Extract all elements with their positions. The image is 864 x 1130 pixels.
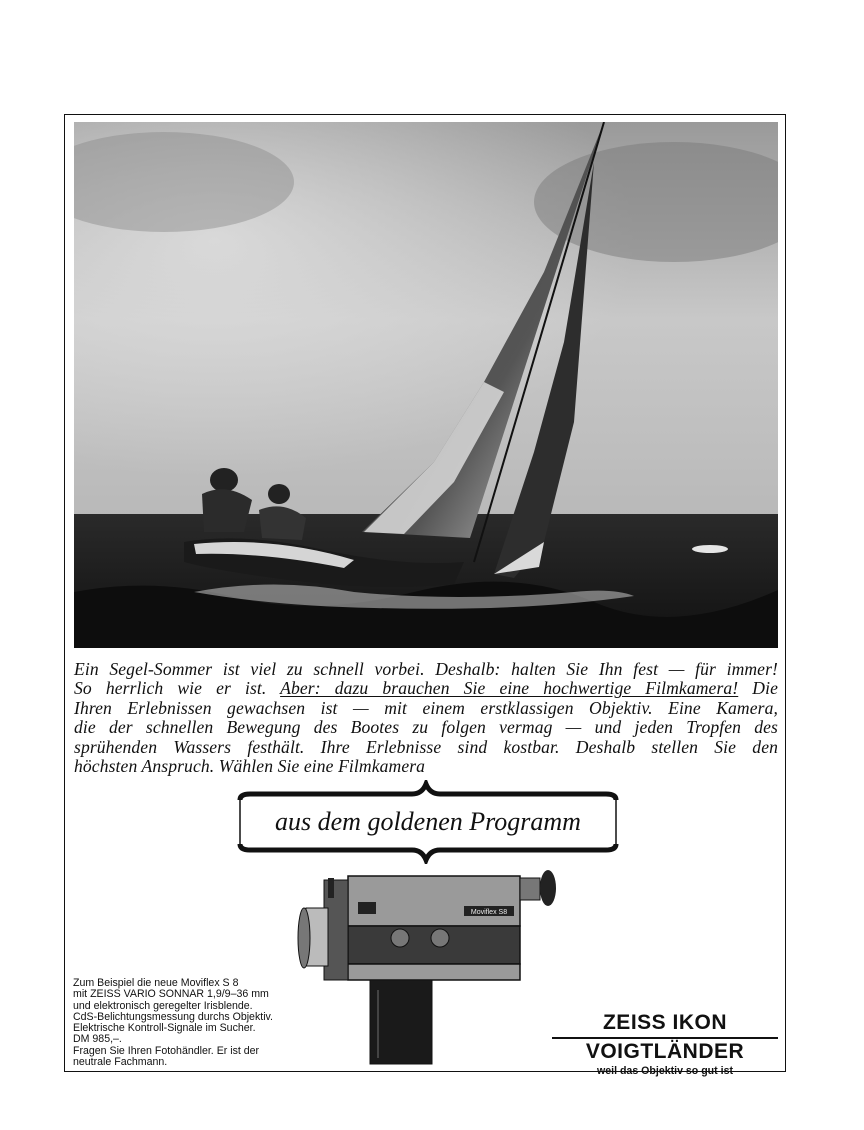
body-line-3: Ihren Erlebnissen gewachsen ist — mit einem erstklassigen Objektiv. Eine Kamera, xyxy=(74,697,778,718)
body-line-2-start: So herrlich wie er ist. xyxy=(74,678,281,699)
body-line-1: Ein Segel-Sommer ist viel zu schnell vorbei. Deshalb: halten Sie Ihn fest — für immer! xyxy=(74,659,778,679)
body-line-5: sprühenden Wassers festhält. Ihre Erlebnisse sind kostbar. Deshalb stellen Sie den xyxy=(74,736,778,757)
banner-text: aus dem goldenen Programm xyxy=(275,807,581,836)
brand-logo-block xyxy=(552,1010,778,1079)
body-line-2-underlined: Aber: dazu brauchen Sie eine hochwertige Filmkamera! xyxy=(280,678,739,699)
caption-line: CdS-Belichtungsmessung durchs Objektiv. xyxy=(73,1010,273,1023)
caption-line: Fragen Sie Ihren Fotohändler. Er ist der xyxy=(73,1044,260,1057)
brand-divider xyxy=(552,1037,778,1039)
caption-line: mit ZEISS VARIO SONNAR 1,9/9–36 mm xyxy=(73,988,269,1001)
brand-zeiss-ikon: ZEISS IKON xyxy=(602,1011,728,1034)
camera-model-label: Moviflex S8 xyxy=(470,909,508,916)
program-banner xyxy=(236,780,620,864)
product-caption xyxy=(73,978,313,1068)
movie-camera-image xyxy=(294,868,560,1068)
caption-line: Zum Beispiel die neue Moviflex S 8 xyxy=(73,977,239,989)
body-copy xyxy=(74,660,778,776)
brand-voigtlaender: VOIGTLÄNDER xyxy=(585,1039,745,1063)
caption-line: DM 985,–. xyxy=(73,1033,122,1046)
brand-tagline: weil das Objektiv so gut ist xyxy=(597,1064,733,1077)
sailboat-photo-graphic xyxy=(74,122,778,648)
sailboat-photo xyxy=(74,122,778,648)
caption-line: Elektrische Kontroll-Signale im Sucher. xyxy=(73,1022,256,1035)
body-line-4: die der schnellen Bewegung des Bootes zu folgen vermag — und jeden Tropfen des xyxy=(74,717,778,738)
camera-graphic xyxy=(294,868,560,1068)
caption-line: neutrale Fachmann. xyxy=(73,1056,168,1069)
body-line-6: höchsten Anspruch. Wählen Sie eine Filmkamera xyxy=(74,756,426,777)
body-line-2 xyxy=(74,679,778,698)
caption-line: und elektronisch geregelter Irisblende. xyxy=(73,999,253,1012)
body-line-2-end: Die xyxy=(738,678,778,699)
